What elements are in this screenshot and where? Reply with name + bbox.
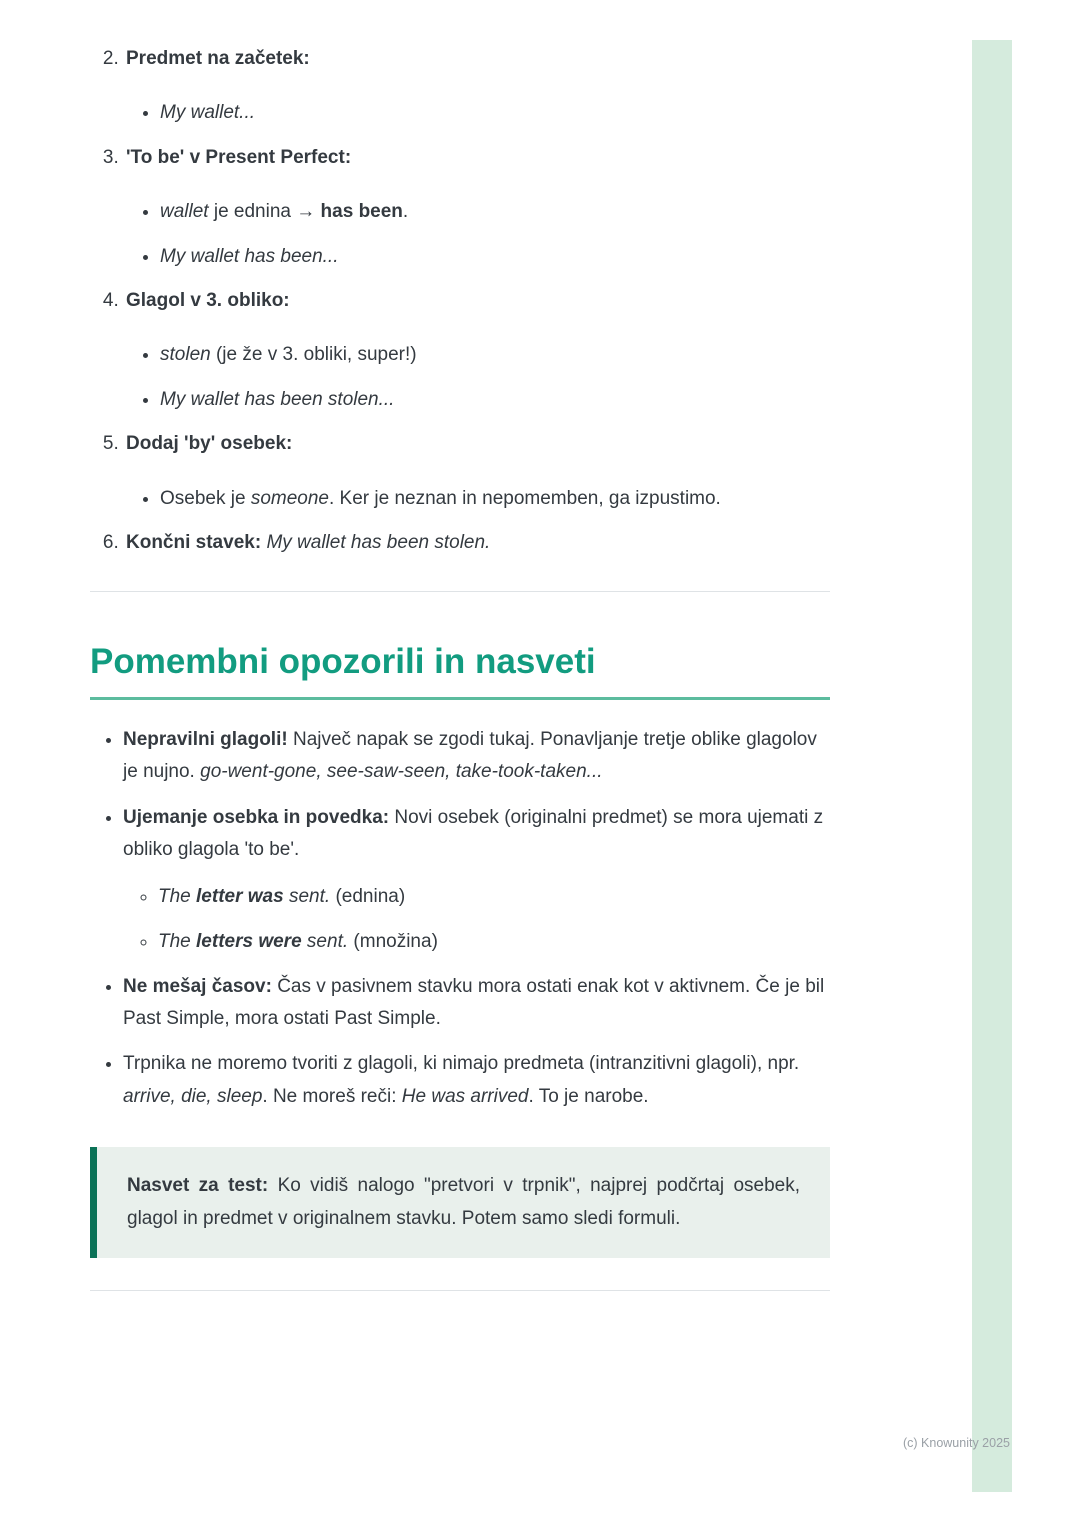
bullet-item <box>160 340 830 370</box>
bullet-text: stolen (je že v 3. obliki, super!) <box>160 344 417 366</box>
tip-item <box>123 802 830 958</box>
tip-item <box>123 1048 830 1113</box>
tip-item <box>123 971 830 1036</box>
section-divider <box>90 591 830 592</box>
bullet-item <box>160 385 830 415</box>
page-edge-accent <box>972 40 1012 1492</box>
tip-examples <box>123 881 830 958</box>
step-bullets <box>126 484 830 514</box>
bullet-text: Osebek je someone. Ker je neznan in nepomemben, ga izpustimo. <box>160 487 721 509</box>
section-heading: Pomembni opozorili in nasveti <box>90 642 596 682</box>
step-bullets <box>126 98 830 128</box>
step-item <box>124 528 830 558</box>
tip-text: Nepravilni glagoli! Največ napak se zgodi tukaj. Ponavljanje tretje oblike glagolov je nujno. go-went-gone, see-saw-seen, take-took-taken... <box>123 729 817 783</box>
step-label: 4. Glagol v 3. obliko: <box>126 289 290 311</box>
test-tip-callout <box>90 1147 830 1258</box>
step-label: 2. Predmet na začetek: <box>126 48 310 69</box>
heading-underline <box>90 697 830 700</box>
passive-steps-list <box>90 44 830 558</box>
tips-list <box>90 724 830 1113</box>
step-label: 5. Dodaj 'by' osebek: <box>126 433 293 455</box>
example-item <box>158 926 830 958</box>
step-bullets <box>126 197 830 272</box>
bullet-item <box>160 484 830 514</box>
bullet-item <box>160 98 830 128</box>
bullet-text: wallet je ednina → has been. <box>160 201 409 223</box>
document-content <box>90 44 830 1291</box>
callout-text: Nasvet za test: Ko vidiš nalogo "pretvori v trpnik", najprej podčrtaj osebek, glagol in predmet v originalnem stavku. Potem samo sledi formuli. <box>127 1175 800 1230</box>
step-item <box>124 429 830 514</box>
example-item <box>158 881 830 913</box>
tip-text: Trpnika ne moremo tvoriti z glagoli, ki nimajo predmeta (intranzitivni glagoli), npr. arrive, die, sleep. Ne moreš reči: He was arrived. To je narobe. <box>123 1053 800 1107</box>
step-item <box>124 143 830 272</box>
step-item <box>124 44 830 129</box>
bullet-text: My wallet has been... <box>160 245 339 267</box>
step-label: 6. Končni stavek: My wallet has been stolen. <box>126 531 491 553</box>
bullet-text: My wallet... <box>160 102 256 124</box>
bullet-item <box>160 197 830 227</box>
footer-copyright: (c) Knowunity 2025 <box>902 1436 1010 1450</box>
example-text: The letter was sent. (ednina) <box>158 886 406 908</box>
example-text: The letters were sent. (množina) <box>158 930 438 952</box>
step-item <box>124 286 830 415</box>
tip-text: Ne mešaj časov: Čas v pasivnem stavku mora ostati enak kot v aktivnem. Če je bil Past Simple, mora ostati Past Simple. <box>123 975 825 1030</box>
tip-text: Ujemanje osebka in povedka: Novi osebek (originalni predmet) se mora ujemati z obliko glagola 'to be'. <box>123 806 824 860</box>
step-bullets <box>126 340 830 415</box>
tip-item <box>123 724 830 789</box>
step-label: 3. 'To be' v Present Perfect: <box>126 146 352 168</box>
section-divider <box>90 1290 830 1291</box>
bullet-text: My wallet has been stolen... <box>160 388 395 410</box>
bullet-item <box>160 242 830 272</box>
